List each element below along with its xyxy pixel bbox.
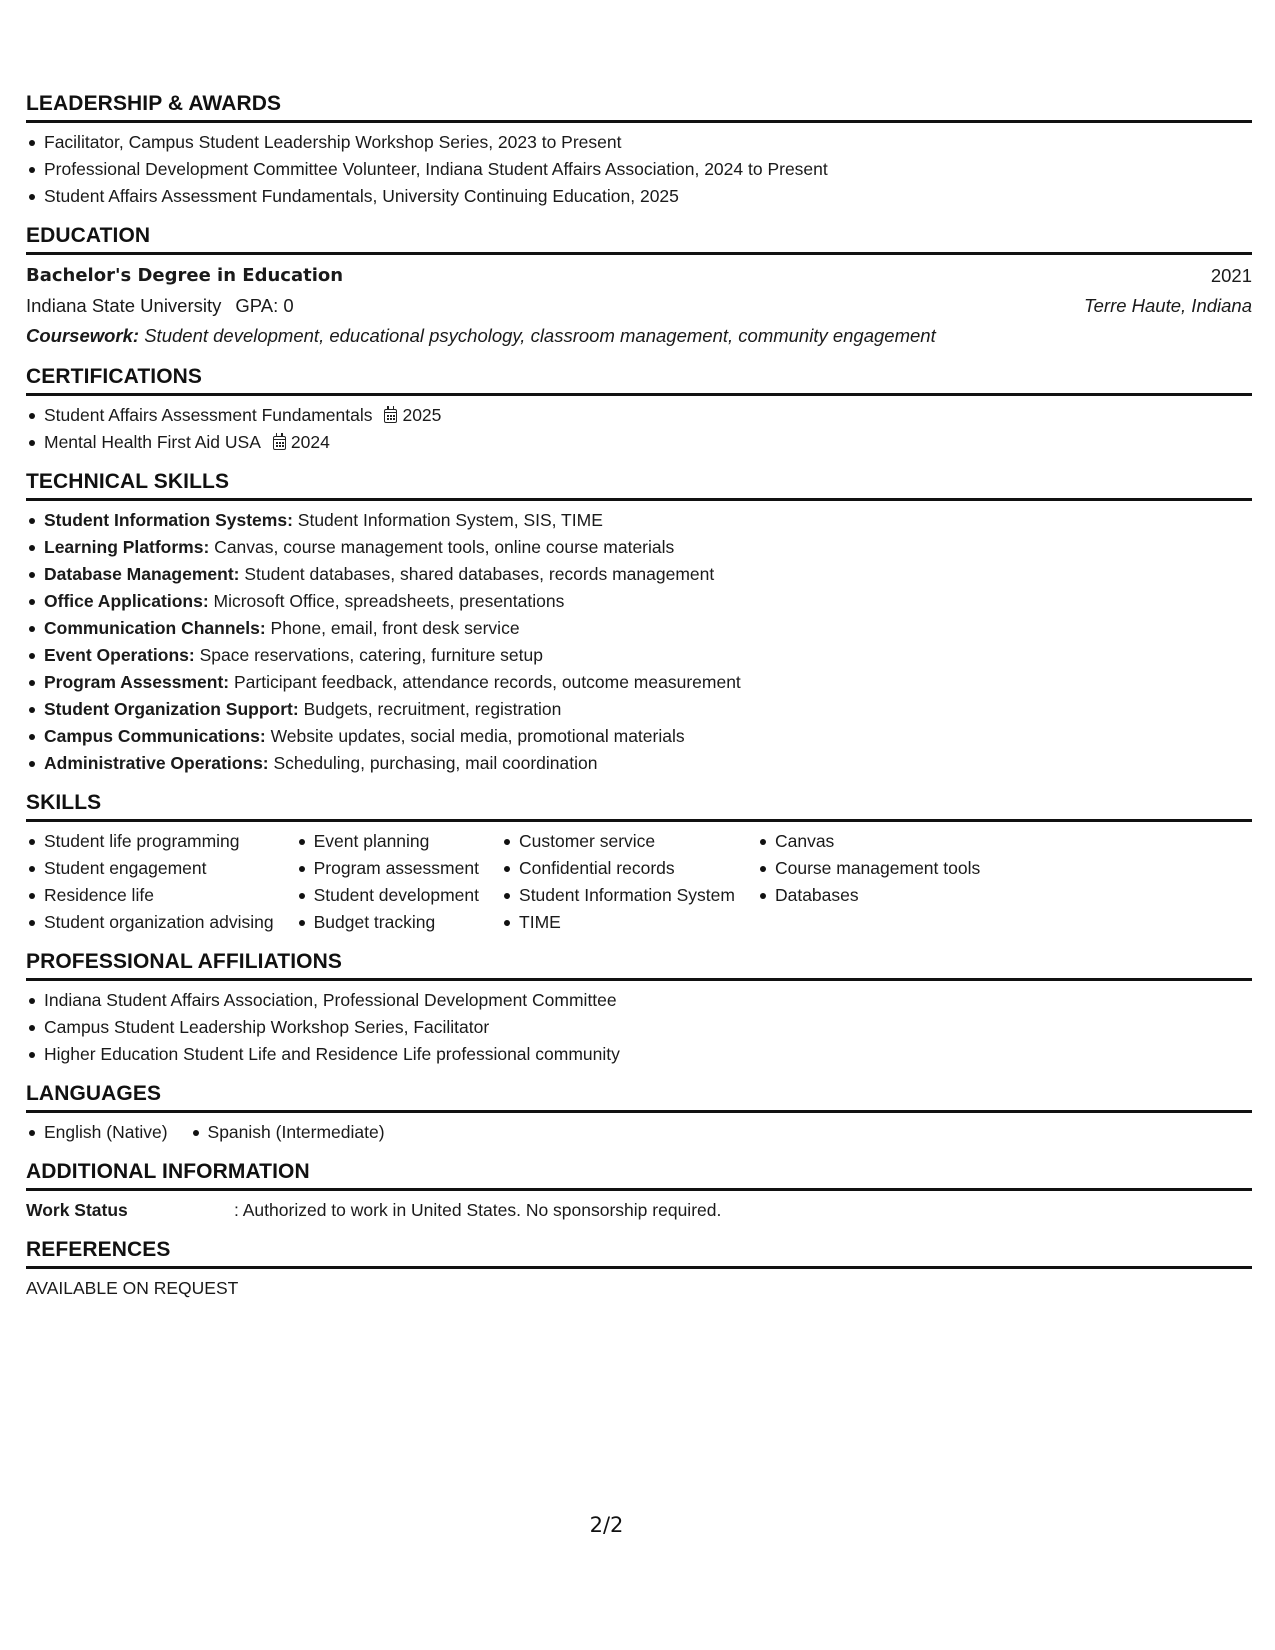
list-item: Event planning: [296, 828, 479, 855]
skill-detail: Canvas, course management tools, online course materials: [209, 537, 675, 557]
skill-detail: Budgets, recruitment, registration: [298, 699, 562, 719]
list-item: Student engagement: [26, 855, 274, 882]
skill-detail: Space reservations, catering, furniture setup: [194, 645, 543, 665]
skills-column: [296, 828, 479, 936]
skill-category: Database Management:: [44, 564, 240, 584]
skill-category: Administrative Operations:: [44, 753, 269, 773]
skill-category: Program Assessment:: [44, 672, 230, 692]
skill-category: Communication Channels:: [44, 618, 266, 638]
list-item: Campus Student Leadership Workshop Series, Facilitator: [26, 1014, 1252, 1041]
skills-column: [26, 828, 274, 936]
degree-name: Bachelor's Degree in Education: [26, 265, 344, 286]
list-item: Student Affairs Assessment Fundamentals, University Continuing Education, 2025: [26, 183, 1252, 210]
list-item: Program assessment: [296, 855, 479, 882]
references-text: AVAILABLE ON REQUEST: [26, 1278, 239, 1298]
certification-name: Mental Health First Aid USA: [44, 432, 261, 452]
section-title-education: EDUCATION: [26, 224, 1252, 255]
list-item: Facilitator, Campus Student Leadership Workshop Series, 2023 to Present: [26, 129, 1252, 156]
list-item: [26, 723, 1252, 750]
skills-grid: [26, 828, 1252, 936]
education-section: [26, 224, 1252, 351]
section-title-languages: LANGUAGES: [26, 1082, 1252, 1113]
certification-name: Student Affairs Assessment Fundamentals: [44, 405, 373, 425]
affiliations-list: [26, 987, 1252, 1068]
page-number: 2/2: [589, 1513, 624, 1537]
graduation-year: 2021: [1210, 265, 1252, 286]
certifications-section: [26, 365, 1252, 456]
list-item: [26, 696, 1252, 723]
work-status-label: Work Status: [26, 1200, 128, 1220]
list-item: Student development: [296, 882, 479, 909]
leadership-list: [26, 129, 1252, 210]
work-status-row: [26, 1197, 1252, 1224]
list-item: [26, 588, 1252, 615]
section-title-leadership: LEADERSHIP & AWARDS: [26, 92, 1252, 123]
list-item: Higher Education Student Life and Residence Life professional community: [26, 1041, 1252, 1068]
certifications-list: [26, 402, 1252, 456]
list-item: Indiana Student Affairs Association, Professional Development Committee: [26, 987, 1252, 1014]
list-item: [26, 429, 1252, 456]
list-item: Spanish (Intermediate): [190, 1119, 385, 1146]
calendar-icon: [384, 409, 397, 423]
skill-category: Event Operations:: [44, 645, 195, 665]
coursework-label: Coursework:: [26, 325, 140, 346]
list-item: Confidential records: [501, 855, 735, 882]
list-item: [26, 615, 1252, 642]
calendar-icon: [273, 436, 286, 450]
skill-detail: Website updates, social media, promotional materials: [265, 726, 685, 746]
skills-section: [26, 791, 1252, 936]
leadership-section: [26, 92, 1252, 210]
languages-section: [26, 1082, 1252, 1146]
list-item: [26, 534, 1252, 561]
resume-page: [26, 92, 1252, 1316]
certification-year: 2024: [290, 432, 330, 452]
skill-detail: Student databases, shared databases, records management: [239, 564, 715, 584]
additional-info-section: [26, 1160, 1252, 1224]
list-item: Course management tools: [757, 855, 980, 882]
skill-category: Campus Communications:: [44, 726, 266, 746]
education-school-row: [26, 291, 1252, 321]
skill-detail: Phone, email, front desk service: [265, 618, 520, 638]
section-title-certifications: CERTIFICATIONS: [26, 365, 1252, 396]
list-item: TIME: [501, 909, 735, 936]
certification-year: 2025: [402, 405, 442, 425]
skill-category: Student Organization Support:: [44, 699, 299, 719]
technical-skills-section: [26, 470, 1252, 777]
list-item: [26, 642, 1252, 669]
list-item: Budget tracking: [296, 909, 479, 936]
languages-list: [26, 1119, 1252, 1146]
list-item: [26, 402, 1252, 429]
skill-detail: Student Information System, SIS, TIME: [292, 510, 603, 530]
section-title-references: REFERENCES: [26, 1238, 1252, 1269]
list-item: Residence life: [26, 882, 274, 909]
section-title-technical-skills: TECHNICAL SKILLS: [26, 470, 1252, 501]
skills-column: [757, 828, 980, 936]
school-location: Terre Haute, Indiana: [1084, 295, 1252, 316]
gpa: GPA: 0: [235, 295, 294, 316]
skills-column: [501, 828, 735, 936]
list-item: Student organization advising: [26, 909, 274, 936]
list-item: [26, 507, 1252, 534]
skill-detail: Microsoft Office, spreadsheets, presentations: [208, 591, 565, 611]
languages-row: [26, 1119, 407, 1146]
list-item: [26, 561, 1252, 588]
education-degree-row: [26, 261, 1252, 291]
affiliations-section: [26, 950, 1252, 1068]
list-item: [26, 669, 1252, 696]
coursework-text: Student development, educational psychology, classroom management, community engagement: [139, 325, 936, 346]
list-item: Student life programming: [26, 828, 274, 855]
list-item: [26, 750, 1252, 777]
coursework: [26, 321, 1252, 351]
references-section: [26, 1238, 1252, 1302]
section-title-skills: SKILLS: [26, 791, 1252, 822]
skill-detail: Participant feedback, attendance records, outcome measurement: [229, 672, 741, 692]
section-title-affiliations: PROFESSIONAL AFFILIATIONS: [26, 950, 1252, 981]
school-name: Indiana State University: [26, 295, 222, 316]
list-item: Databases: [757, 882, 980, 909]
list-item: Professional Development Committee Volunteer, Indiana Student Affairs Association, 2024 to Present: [26, 156, 1252, 183]
list-item: Canvas: [757, 828, 980, 855]
list-item: Student Information System: [501, 882, 735, 909]
skill-detail: Scheduling, purchasing, mail coordination: [268, 753, 598, 773]
skill-category: Learning Platforms:: [44, 537, 210, 557]
section-title-additional-info: ADDITIONAL INFORMATION: [26, 1160, 1252, 1191]
list-item: Customer service: [501, 828, 735, 855]
work-status-value: : Authorized to work in United States. No sponsorship required.: [234, 1200, 722, 1220]
skill-category: Office Applications:: [44, 591, 209, 611]
technical-skills-list: [26, 507, 1252, 777]
list-item: English (Native): [26, 1119, 168, 1146]
skill-category: Student Information Systems:: [44, 510, 293, 530]
